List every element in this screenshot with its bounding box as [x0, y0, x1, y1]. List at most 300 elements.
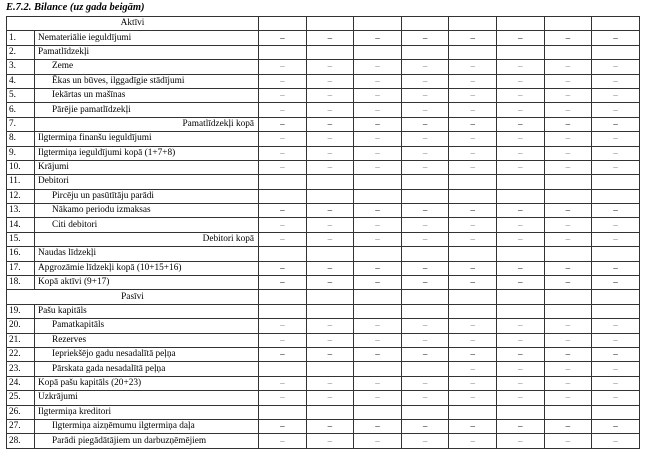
row-label: Apgrozāmie līdzekļi kopā (10+15+16) — [35, 261, 259, 275]
value-cell: – — [544, 88, 592, 102]
section-heading-pasivi: Pasīvi — [7, 290, 259, 304]
value-cell: – — [496, 31, 544, 45]
value-cell — [592, 304, 640, 318]
value-cell: – — [306, 146, 354, 160]
value-cell: – — [306, 204, 354, 218]
value-cell: – — [306, 160, 354, 174]
value-cell: – — [259, 391, 307, 405]
value-cell: – — [449, 160, 497, 174]
value-cell: – — [354, 232, 402, 246]
row-number: 25. — [7, 391, 35, 405]
value-cell — [449, 405, 497, 419]
value-cell: – — [259, 103, 307, 117]
value-cell: – — [259, 434, 307, 448]
value-cell: – — [592, 218, 640, 232]
value-cell: – — [259, 218, 307, 232]
table-row — [7, 319, 640, 333]
value-cell: – — [449, 117, 497, 131]
value-cell: – — [544, 31, 592, 45]
value-cell: – — [354, 31, 402, 45]
value-cell: – — [401, 160, 449, 174]
value-cell: – — [354, 132, 402, 146]
table-row — [7, 419, 640, 433]
value-cell: – — [544, 362, 592, 376]
value-cell — [496, 175, 544, 189]
row-label: Zeme — [35, 60, 259, 74]
value-cell — [449, 17, 497, 31]
value-cell: – — [544, 333, 592, 347]
value-cell: – — [449, 347, 497, 361]
row-number: 17. — [7, 261, 35, 275]
table-row — [7, 74, 640, 88]
value-cell — [306, 45, 354, 59]
value-cell: – — [449, 319, 497, 333]
value-cell: – — [592, 88, 640, 102]
row-number: 28. — [7, 434, 35, 448]
row-label: Ilgtermiņa finanšu ieguldījumi — [35, 132, 259, 146]
value-cell: – — [544, 347, 592, 361]
value-cell — [592, 247, 640, 261]
value-cell: – — [306, 132, 354, 146]
value-cell — [306, 175, 354, 189]
row-label: Uzkrājumi — [35, 391, 259, 405]
value-cell: – — [592, 333, 640, 347]
table-row — [7, 132, 640, 146]
value-cell — [496, 304, 544, 318]
value-cell: – — [449, 362, 497, 376]
value-cell — [496, 290, 544, 304]
balance-table-body — [7, 17, 640, 449]
row-label: Ilgtermiņa kreditori — [35, 405, 259, 419]
value-cell: – — [354, 333, 402, 347]
row-number: 19. — [7, 304, 35, 318]
value-cell — [592, 189, 640, 203]
value-cell: – — [354, 218, 402, 232]
row-label: Ilgtermiņa aizņēmumu ilgtermiņa daļa — [35, 419, 259, 433]
value-cell: – — [496, 132, 544, 146]
table-row — [7, 232, 640, 246]
value-cell: – — [401, 146, 449, 160]
value-cell: – — [449, 218, 497, 232]
row-number: 10. — [7, 160, 35, 174]
value-cell: – — [401, 376, 449, 390]
value-cell: – — [544, 204, 592, 218]
value-cell: – — [449, 333, 497, 347]
value-cell: – — [354, 319, 402, 333]
value-cell — [401, 247, 449, 261]
value-cell: – — [354, 146, 402, 160]
value-cell: – — [449, 232, 497, 246]
value-cell: – — [401, 60, 449, 74]
value-cell: – — [259, 419, 307, 433]
value-cell: – — [449, 261, 497, 275]
value-cell: – — [544, 434, 592, 448]
value-cell: – — [544, 117, 592, 131]
value-cell: – — [354, 419, 402, 433]
value-cell: – — [592, 261, 640, 275]
value-cell: – — [496, 204, 544, 218]
row-number: 12. — [7, 189, 35, 203]
value-cell — [306, 247, 354, 261]
value-cell: – — [306, 261, 354, 275]
value-cell: – — [449, 132, 497, 146]
value-cell: – — [259, 74, 307, 88]
value-cell: – — [496, 160, 544, 174]
value-cell: – — [592, 60, 640, 74]
value-cell: – — [259, 146, 307, 160]
row-number: 13. — [7, 204, 35, 218]
value-cell: – — [449, 74, 497, 88]
row-number: 6. — [7, 103, 35, 117]
value-cell — [354, 17, 402, 31]
value-cell — [544, 189, 592, 203]
row-label: Ēkas un būves, ilggadīgie stādījumi — [35, 74, 259, 88]
value-cell: – — [354, 204, 402, 218]
value-cell: – — [592, 74, 640, 88]
value-cell: – — [496, 276, 544, 290]
row-number: 22. — [7, 347, 35, 361]
table-row — [7, 45, 640, 59]
value-cell: – — [496, 146, 544, 160]
value-cell — [592, 45, 640, 59]
row-label: Pamatkapitāls — [35, 319, 259, 333]
value-cell: – — [544, 261, 592, 275]
value-cell: – — [544, 232, 592, 246]
value-cell — [401, 290, 449, 304]
value-cell: – — [259, 132, 307, 146]
value-cell: – — [306, 117, 354, 131]
value-cell: – — [544, 60, 592, 74]
value-cell: – — [592, 31, 640, 45]
value-cell: – — [592, 391, 640, 405]
value-cell: – — [306, 333, 354, 347]
value-cell — [401, 189, 449, 203]
value-cell: – — [449, 204, 497, 218]
value-cell: – — [544, 218, 592, 232]
value-cell: – — [496, 74, 544, 88]
value-cell: – — [544, 74, 592, 88]
value-cell: – — [401, 204, 449, 218]
value-cell — [259, 175, 307, 189]
value-cell: – — [496, 103, 544, 117]
value-cell: – — [401, 103, 449, 117]
value-cell — [259, 247, 307, 261]
value-cell: – — [354, 74, 402, 88]
value-cell: – — [592, 232, 640, 246]
value-cell: – — [496, 261, 544, 275]
table-row — [7, 247, 640, 261]
value-cell: – — [306, 276, 354, 290]
value-cell: – — [592, 117, 640, 131]
value-cell: – — [592, 362, 640, 376]
value-cell: – — [592, 132, 640, 146]
row-label: Debitori kopā — [35, 232, 259, 246]
value-cell — [354, 175, 402, 189]
row-label: Pircēju un pasūtītāju parādi — [35, 189, 259, 203]
value-cell — [354, 405, 402, 419]
value-cell — [259, 45, 307, 59]
value-cell: – — [401, 218, 449, 232]
value-cell: – — [354, 88, 402, 102]
value-cell: – — [401, 319, 449, 333]
row-label: Rezerves — [35, 333, 259, 347]
value-cell: – — [592, 204, 640, 218]
value-cell: – — [306, 88, 354, 102]
table-row — [7, 60, 640, 74]
value-cell — [449, 247, 497, 261]
value-cell: – — [401, 391, 449, 405]
value-cell: – — [354, 160, 402, 174]
value-cell: – — [544, 419, 592, 433]
table-row — [7, 333, 640, 347]
value-cell — [449, 290, 497, 304]
value-cell: – — [259, 88, 307, 102]
value-cell: – — [496, 434, 544, 448]
table-row — [7, 88, 640, 102]
value-cell — [401, 405, 449, 419]
row-number: 7. — [7, 117, 35, 131]
table-row — [7, 347, 640, 361]
row-number: 20. — [7, 319, 35, 333]
value-cell: – — [496, 362, 544, 376]
table-row — [7, 189, 640, 203]
value-cell: – — [401, 261, 449, 275]
row-label: Nākamo periodu izmaksas — [35, 204, 259, 218]
table-row — [7, 376, 640, 390]
value-cell: – — [449, 376, 497, 390]
value-cell: – — [354, 261, 402, 275]
row-label: Debitori — [35, 175, 259, 189]
value-cell: – — [354, 276, 402, 290]
row-label: Pārējie pamatlīdzekļi — [35, 103, 259, 117]
value-cell — [354, 45, 402, 59]
value-cell: – — [259, 232, 307, 246]
row-number: 26. — [7, 405, 35, 419]
value-cell: – — [592, 103, 640, 117]
value-cell — [592, 175, 640, 189]
row-number: 18. — [7, 276, 35, 290]
value-cell: – — [259, 376, 307, 390]
value-cell — [306, 290, 354, 304]
value-cell: – — [306, 31, 354, 45]
value-cell: – — [354, 376, 402, 390]
value-cell — [401, 45, 449, 59]
value-cell: – — [449, 103, 497, 117]
section-row-pasivi — [7, 290, 640, 304]
row-number: 16. — [7, 247, 35, 261]
value-cell — [496, 45, 544, 59]
value-cell: – — [401, 276, 449, 290]
value-cell — [496, 17, 544, 31]
table-row — [7, 405, 640, 419]
table-row — [7, 434, 640, 448]
value-cell — [259, 17, 307, 31]
value-cell: – — [401, 117, 449, 131]
value-cell: – — [306, 376, 354, 390]
value-cell: – — [259, 347, 307, 361]
row-label: Iekārtas un mašīnas — [35, 88, 259, 102]
page-title: E.7.2. Bilance (uz gada beigām) — [6, 2, 145, 13]
row-number: 4. — [7, 74, 35, 88]
value-cell — [544, 175, 592, 189]
row-number: 23. — [7, 362, 35, 376]
value-cell: – — [449, 31, 497, 45]
row-number: 24. — [7, 376, 35, 390]
value-cell: – — [544, 103, 592, 117]
value-cell — [306, 17, 354, 31]
table-row — [7, 276, 640, 290]
value-cell: – — [306, 232, 354, 246]
value-cell: – — [401, 88, 449, 102]
row-label: Kopā pašu kapitāls (20+23) — [35, 376, 259, 390]
value-cell: – — [259, 31, 307, 45]
value-cell — [449, 45, 497, 59]
value-cell: – — [496, 319, 544, 333]
row-number: 11. — [7, 175, 35, 189]
value-cell: – — [401, 347, 449, 361]
value-cell: – — [259, 261, 307, 275]
value-cell: – — [592, 160, 640, 174]
value-cell — [544, 247, 592, 261]
value-cell: – — [544, 146, 592, 160]
value-cell: – — [401, 74, 449, 88]
value-cell: – — [544, 276, 592, 290]
row-label: Citi debitori — [35, 218, 259, 232]
row-number: 5. — [7, 88, 35, 102]
value-cell: – — [496, 376, 544, 390]
value-cell: – — [306, 218, 354, 232]
value-cell: – — [496, 88, 544, 102]
table-row — [7, 117, 640, 131]
value-cell: – — [449, 146, 497, 160]
value-cell — [306, 304, 354, 318]
value-cell: – — [354, 117, 402, 131]
value-cell: – — [592, 319, 640, 333]
row-label: Krājumi — [35, 160, 259, 174]
value-cell: – — [496, 232, 544, 246]
section-heading-aktivi: Aktīvi — [7, 17, 259, 31]
value-cell: – — [354, 434, 402, 448]
value-cell: – — [592, 276, 640, 290]
value-cell: – — [449, 419, 497, 433]
value-cell — [544, 45, 592, 59]
value-cell: – — [544, 376, 592, 390]
value-cell: – — [306, 319, 354, 333]
value-cell — [449, 189, 497, 203]
table-row — [7, 261, 640, 275]
value-cell — [544, 290, 592, 304]
value-cell: – — [306, 60, 354, 74]
value-cell: – — [306, 391, 354, 405]
value-cell — [401, 17, 449, 31]
value-cell — [449, 304, 497, 318]
value-cell: – — [401, 31, 449, 45]
row-number: 15. — [7, 232, 35, 246]
value-cell — [354, 247, 402, 261]
value-cell — [354, 304, 402, 318]
value-cell — [496, 189, 544, 203]
table-row — [7, 391, 640, 405]
row-number: 21. — [7, 333, 35, 347]
table-row — [7, 31, 640, 45]
value-cell: – — [354, 103, 402, 117]
value-cell: – — [401, 419, 449, 433]
row-number: 1. — [7, 31, 35, 45]
table-row — [7, 175, 640, 189]
value-cell: – — [592, 376, 640, 390]
value-cell: – — [259, 160, 307, 174]
value-cell: – — [496, 391, 544, 405]
section-row-aktivi — [7, 17, 640, 31]
value-cell: – — [496, 218, 544, 232]
value-cell — [401, 362, 449, 376]
value-cell — [354, 290, 402, 304]
value-cell: – — [354, 347, 402, 361]
value-cell: – — [354, 60, 402, 74]
table-row — [7, 204, 640, 218]
row-number: 2. — [7, 45, 35, 59]
value-cell: – — [449, 391, 497, 405]
value-cell: – — [544, 160, 592, 174]
value-cell — [259, 362, 307, 376]
balance-table — [6, 16, 640, 449]
value-cell: – — [401, 434, 449, 448]
value-cell: – — [496, 117, 544, 131]
value-cell: – — [496, 419, 544, 433]
value-cell: – — [544, 391, 592, 405]
value-cell: – — [306, 103, 354, 117]
table-row — [7, 218, 640, 232]
table-row — [7, 146, 640, 160]
value-cell: – — [496, 60, 544, 74]
value-cell — [306, 189, 354, 203]
value-cell: – — [401, 333, 449, 347]
row-number: 14. — [7, 218, 35, 232]
row-label: Iepriekšējo gadu nesadalītā peļņa — [35, 347, 259, 361]
table-row — [7, 160, 640, 174]
value-cell: – — [259, 60, 307, 74]
value-cell: – — [449, 60, 497, 74]
row-number: 8. — [7, 132, 35, 146]
value-cell: – — [401, 132, 449, 146]
value-cell: – — [306, 347, 354, 361]
value-cell: – — [306, 434, 354, 448]
value-cell — [592, 290, 640, 304]
value-cell: – — [306, 74, 354, 88]
value-cell — [354, 189, 402, 203]
value-cell — [496, 247, 544, 261]
value-cell: – — [449, 88, 497, 102]
row-label: Pamatlīdzekļi kopā — [35, 117, 259, 131]
value-cell: – — [401, 232, 449, 246]
row-label: Kopā aktīvi (9+17) — [35, 276, 259, 290]
value-cell: – — [259, 276, 307, 290]
value-cell: – — [592, 347, 640, 361]
value-cell: – — [544, 132, 592, 146]
value-cell — [259, 290, 307, 304]
value-cell: – — [259, 117, 307, 131]
value-cell — [544, 405, 592, 419]
table-row — [7, 362, 640, 376]
value-cell: – — [306, 419, 354, 433]
row-label: Naudas līdzekļi — [35, 247, 259, 261]
value-cell — [259, 304, 307, 318]
value-cell — [496, 405, 544, 419]
row-label: Pamatlīdzekļi — [35, 45, 259, 59]
value-cell — [401, 175, 449, 189]
value-cell — [354, 362, 402, 376]
row-label: Parādi piegādātājiem un darbuzņēmējiem — [35, 434, 259, 448]
